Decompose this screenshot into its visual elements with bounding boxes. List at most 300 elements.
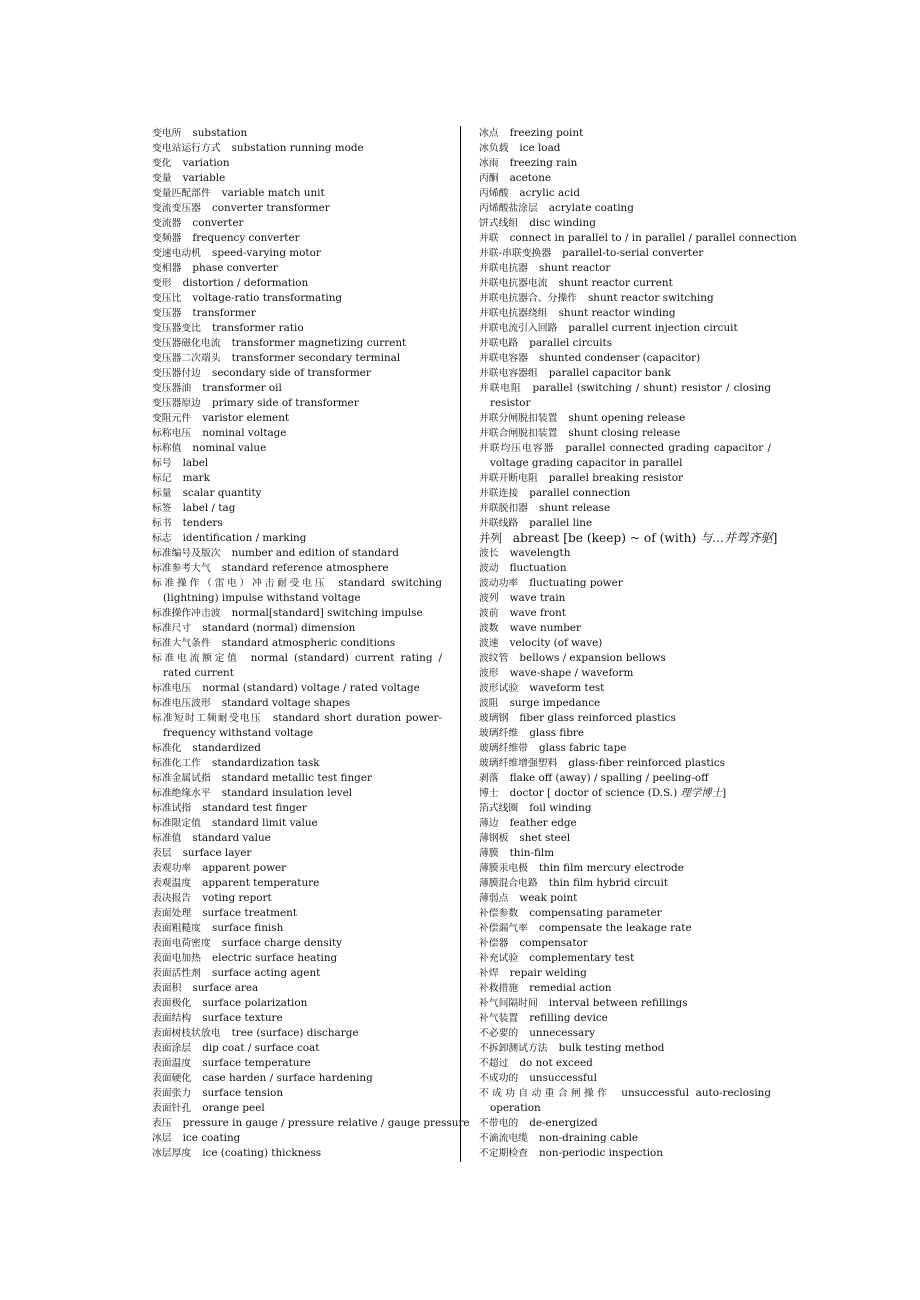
- term-english: abreast [be (keep) ~ of (with): [512, 531, 697, 545]
- term-english: standard (normal) dimension: [202, 622, 356, 634]
- term-english: fluctuation: [509, 562, 567, 574]
- glossary-entry: [152, 261, 442, 276]
- term-english: parallel-to-serial converter: [562, 247, 704, 259]
- glossary-entry: [152, 681, 442, 696]
- term-chinese: 并联均压电容器: [479, 443, 555, 454]
- term-chinese: 并联电流引入回路: [479, 323, 558, 334]
- glossary-entry: [152, 1146, 442, 1161]
- term-chinese: 标准化工作: [152, 758, 201, 769]
- term-chinese: 玻璃纤维: [479, 728, 519, 739]
- glossary-entry: [152, 576, 442, 606]
- term-chinese: 表面极化: [152, 998, 192, 1009]
- term-english: substation: [192, 127, 248, 139]
- glossary-entry: [152, 501, 442, 516]
- glossary-entry: [479, 1071, 771, 1086]
- term-english: transformer: [192, 307, 256, 319]
- term-english: repair welding: [509, 967, 587, 979]
- glossary-entry: [479, 786, 771, 801]
- term-english: complementary test: [529, 952, 635, 964]
- term-english: wavelength: [509, 547, 571, 559]
- term-chinese: 标签: [152, 503, 172, 514]
- term-chinese: 冰层厚度: [152, 1148, 192, 1159]
- term-chinese: 补偿漏气率: [479, 923, 528, 934]
- term-chinese: 变压比: [152, 293, 182, 304]
- glossary-left-column: [152, 126, 470, 1161]
- term-chinese: 并联电容器: [479, 353, 528, 364]
- glossary-entry: [152, 381, 442, 396]
- term-english: acrylic acid: [519, 187, 580, 199]
- term-english: shunt release: [538, 502, 611, 514]
- glossary-entry: [479, 906, 771, 921]
- glossary-entry: [152, 846, 442, 861]
- term-chinese: 并联电路: [479, 338, 519, 349]
- term-english: normal (standard) voltage / rated voltage: [202, 682, 420, 694]
- term-chinese: 标号: [152, 458, 172, 469]
- term-english: parallel connected grading capacitor / voltage grading capacitor in parallel: [490, 442, 772, 469]
- term-chinese: 并联电抗器合、分操作: [479, 293, 577, 304]
- term-chinese: 表面温度: [152, 1058, 192, 1069]
- glossary-entry: [152, 906, 442, 921]
- term-chinese: 表观温度: [152, 878, 192, 889]
- term-note: 理学博士: [680, 787, 723, 799]
- term-english: scalar quantity: [182, 487, 262, 499]
- term-chinese: 表观功率: [152, 863, 192, 874]
- glossary-entry: [479, 1041, 771, 1056]
- term-english: label: [182, 457, 209, 469]
- glossary-entry: [152, 966, 442, 981]
- term-english: transformer secondary terminal: [231, 352, 401, 364]
- term-english: surface layer: [182, 847, 252, 859]
- term-english: shunt closing release: [568, 427, 681, 439]
- glossary-entry: [152, 1116, 470, 1131]
- glossary-entry: [479, 171, 771, 186]
- glossary-entry: [152, 891, 442, 906]
- term-english: unsuccessful auto-reclosing operation: [490, 1087, 771, 1114]
- term-chinese: 变频器: [152, 233, 182, 244]
- term-chinese: 波动: [479, 563, 499, 574]
- term-chinese: 表面张力: [152, 1088, 192, 1099]
- term-english: glass-fiber reinforced plastics: [568, 757, 725, 769]
- term-chinese: 不成功的: [479, 1073, 519, 1084]
- glossary-entry: [479, 936, 771, 951]
- glossary-entry: [152, 996, 442, 1011]
- term-english: bellows / expansion bellows: [519, 652, 666, 664]
- term-english: parallel circuits: [529, 337, 613, 349]
- term-chinese: 标准短时工频耐受电压: [152, 713, 262, 724]
- term-chinese: 博士: [479, 788, 499, 799]
- glossary-entry: [152, 456, 442, 471]
- term-chinese: 并列: [479, 531, 502, 545]
- column-divider: [460, 126, 461, 1162]
- term-chinese: 标准尺寸: [152, 623, 192, 634]
- term-chinese: 冰雨: [479, 158, 499, 169]
- glossary-entry: [479, 861, 771, 876]
- term-english: standard limit value: [211, 817, 318, 829]
- glossary-entry: [479, 771, 771, 786]
- term-note: 与...并驾齐驱: [700, 531, 773, 545]
- term-english: parallel line: [529, 517, 593, 529]
- term-english: parallel capacitor bank: [548, 367, 671, 379]
- term-english: parallel connection: [529, 487, 631, 499]
- term-english: distortion / deformation: [182, 277, 309, 289]
- glossary-entry: [152, 816, 442, 831]
- glossary-entry: [152, 486, 442, 501]
- glossary-entry: [152, 1131, 442, 1146]
- term-english: standard voltage shapes: [221, 697, 351, 709]
- glossary-entry: [479, 426, 771, 441]
- glossary-entry: [479, 141, 771, 156]
- term-english: parallel (switching / shunt) resistor / closing resistor: [490, 382, 771, 409]
- term-chinese: 标准电流额定值: [152, 653, 240, 664]
- term-chinese: 标准金属试指: [152, 773, 211, 784]
- term-chinese: 并联脱扣器: [479, 503, 528, 514]
- term-english: dip coat / surface coat: [202, 1042, 320, 1054]
- glossary-entry: [479, 1026, 771, 1041]
- term-chinese: 标准大气条件: [152, 638, 211, 649]
- term-chinese: 丙烯酸: [479, 188, 509, 199]
- term-english: speed-varying motor: [211, 247, 321, 259]
- term-chinese: 不成功自动重合闸操作: [479, 1088, 611, 1099]
- glossary-entry: [479, 681, 771, 696]
- glossary-entry: [479, 846, 771, 861]
- term-english: tree (surface) discharge: [231, 1027, 359, 1039]
- term-english: nominal value: [192, 442, 267, 454]
- term-chinese: 变压器变比: [152, 323, 201, 334]
- term-chinese: 薄膜汞电极: [479, 863, 528, 874]
- glossary-entry: [152, 291, 442, 306]
- term-chinese: 表面积: [152, 983, 182, 994]
- glossary-entry: [152, 441, 442, 456]
- glossary-entry: [152, 321, 442, 336]
- term-chinese: 标称电压: [152, 428, 192, 439]
- term-english: number and edition of standard: [231, 547, 399, 559]
- glossary-entry: [152, 1041, 442, 1056]
- term-chinese: 表面活性剂: [152, 968, 201, 979]
- glossary-entry: [152, 606, 442, 621]
- glossary-entry: [479, 1056, 771, 1071]
- glossary-entry: [152, 1086, 442, 1101]
- term-english: acetone: [509, 172, 552, 184]
- term-chinese: 标准绝缘水平: [152, 788, 211, 799]
- term-chinese: 玻璃纤维增强塑料: [479, 758, 558, 769]
- term-chinese: 表面结构: [152, 1013, 192, 1024]
- term-english: standardized: [192, 742, 261, 754]
- glossary-entry: [479, 576, 771, 591]
- term-chinese: 不滴流电缆: [479, 1133, 528, 1144]
- term-english: surface finish: [211, 922, 284, 934]
- term-chinese: 标准操作（雷电）冲击耐受电压: [152, 578, 328, 589]
- term-chinese: 波列: [479, 593, 499, 604]
- term-english: variable: [182, 172, 226, 184]
- glossary-entry: [479, 711, 771, 726]
- term-chinese: 表层: [152, 848, 172, 859]
- term-english: unnecessary: [529, 1027, 596, 1039]
- glossary-entry: [479, 306, 771, 321]
- term-english: remedial action: [529, 982, 612, 994]
- term-chinese: 并联电阻: [479, 383, 522, 394]
- term-chinese: 标量: [152, 488, 172, 499]
- term-english: secondary side of transformer: [211, 367, 371, 379]
- term-english: standard atmospheric conditions: [221, 637, 396, 649]
- term-chinese: 标准编号及版次: [152, 548, 221, 559]
- term-english: identification / marking: [182, 532, 307, 544]
- term-english: surface temperature: [202, 1057, 311, 1069]
- term-chinese: 标准限定值: [152, 818, 201, 829]
- glossary-entry: [152, 396, 442, 411]
- glossary-entry: [479, 546, 771, 561]
- term-english: wave front: [509, 607, 566, 619]
- glossary-entry: [152, 306, 442, 321]
- term-english: transformer ratio: [211, 322, 304, 334]
- glossary-entry: [479, 876, 771, 891]
- term-english: varistor element: [202, 412, 290, 424]
- term-english: thin-film: [509, 847, 555, 859]
- term-english: primary side of transformer: [211, 397, 359, 409]
- term-chinese: 变量匹配部件: [152, 188, 211, 199]
- term-english: thin film hybrid circuit: [548, 877, 668, 889]
- term-chinese: 补偿器: [479, 938, 509, 949]
- glossary-entry: [152, 876, 442, 891]
- term-english: nominal voltage: [202, 427, 287, 439]
- term-english: foil winding: [529, 802, 592, 814]
- term-chinese: 标书: [152, 518, 172, 529]
- glossary-entry: [479, 201, 771, 216]
- glossary-entry: [152, 696, 442, 711]
- glossary-entry: [152, 141, 442, 156]
- glossary-entry: [152, 336, 442, 351]
- term-english: unsuccessful: [529, 1072, 597, 1084]
- glossary-entry: [152, 831, 442, 846]
- term-english: fiber glass reinforced plastics: [519, 712, 676, 724]
- glossary-entry: [152, 171, 442, 186]
- glossary-entry: [152, 711, 442, 741]
- term-english: wave train: [509, 592, 566, 604]
- term-chinese: 标准电压: [152, 683, 192, 694]
- term-english: interval between refillings: [548, 997, 688, 1009]
- term-english: apparent power: [202, 862, 287, 874]
- glossary-entry: [152, 936, 442, 951]
- term-chinese: 冰负载: [479, 143, 509, 154]
- glossary-entry: [152, 861, 442, 876]
- glossary-entry: [152, 351, 442, 366]
- term-chinese: 标准化: [152, 743, 182, 754]
- term-chinese: 波数: [479, 623, 499, 634]
- glossary-entry: [152, 621, 442, 636]
- term-english: surface polarization: [202, 997, 308, 1009]
- glossary-entry: [152, 1056, 442, 1071]
- glossary-entry: [152, 561, 442, 576]
- term-chinese: 表压: [152, 1118, 172, 1129]
- term-chinese: 变相器: [152, 263, 182, 274]
- term-chinese: 标记: [152, 473, 172, 484]
- term-english: standard value: [192, 832, 271, 844]
- term-english: substation running mode: [231, 142, 364, 154]
- glossary-entry: [479, 381, 771, 411]
- term-chinese: 变压器油: [152, 383, 192, 394]
- term-chinese: 薄边: [479, 818, 499, 829]
- term-chinese: 并联电抗器: [479, 263, 528, 274]
- term-english: de-energized: [529, 1117, 598, 1129]
- glossary-entry: [152, 186, 442, 201]
- term-english: doctor [ doctor of science (D.S.): [509, 787, 678, 799]
- term-english: label / tag: [182, 502, 236, 514]
- glossary-entry: [152, 801, 442, 816]
- term-english: tenders: [182, 517, 223, 529]
- term-english: thin film mercury electrode: [538, 862, 684, 874]
- term-chinese: 并联-串联变换器: [479, 248, 552, 259]
- term-english: apparent temperature: [202, 877, 320, 889]
- term-english: transformer magnetizing current: [231, 337, 407, 349]
- term-chinese: 饼式线组: [479, 218, 519, 229]
- glossary-entry: [152, 531, 442, 546]
- term-chinese: 表面涂层: [152, 1043, 192, 1054]
- glossary-entry: [152, 771, 442, 786]
- glossary-entry: [152, 156, 442, 171]
- term-chinese: 补救措施: [479, 983, 519, 994]
- term-chinese: 变电所: [152, 128, 182, 139]
- term-english: refilling device: [529, 1012, 608, 1024]
- term-chinese: 变压器原边: [152, 398, 201, 409]
- term-chinese: 波长: [479, 548, 499, 559]
- glossary-entry: [479, 801, 771, 816]
- term-chinese: 不拆卸测试方法: [479, 1043, 548, 1054]
- term-english: standard switching (lightning) impulse withstand voltage: [163, 577, 443, 604]
- term-chinese: 补气装置: [479, 1013, 519, 1024]
- glossary-entry: [152, 636, 442, 651]
- glossary-entry: [152, 1101, 442, 1116]
- term-english: ice (coating) thickness: [202, 1147, 322, 1159]
- term-chinese: 不超过: [479, 1058, 509, 1069]
- term-chinese: 补偿参数: [479, 908, 519, 919]
- glossary-entry: [479, 216, 771, 231]
- term-chinese: 箔式线圈: [479, 803, 519, 814]
- term-english: parallel current injection circuit: [568, 322, 738, 334]
- term-english: electric surface heating: [211, 952, 338, 964]
- term-chinese: 波速: [479, 638, 499, 649]
- term-chinese: 并联合闸脱扣装置: [479, 428, 558, 439]
- term-chinese: 变电站运行方式: [152, 143, 221, 154]
- term-english: shunt reactor switching: [587, 292, 714, 304]
- term-english: variation: [182, 157, 230, 169]
- glossary-entry: [479, 831, 771, 846]
- glossary-entry: [479, 951, 771, 966]
- term-chinese: 波形: [479, 668, 499, 679]
- term-english: phase converter: [192, 262, 278, 274]
- glossary-entry: [152, 366, 442, 381]
- term-english: weak point: [519, 892, 578, 904]
- term-chinese: 不定期检查: [479, 1148, 528, 1159]
- term-chinese: 不带电的: [479, 1118, 519, 1129]
- glossary-entry: [479, 321, 771, 336]
- term-chinese: 并联: [479, 233, 499, 244]
- glossary-entry: [479, 606, 771, 621]
- glossary-entry: [152, 981, 442, 996]
- term-english: standard insulation level: [221, 787, 353, 799]
- term-chinese: 变压器: [152, 308, 182, 319]
- term-english: disc winding: [529, 217, 596, 229]
- glossary-entry: [479, 231, 797, 246]
- term-chinese: 表面针孔: [152, 1103, 192, 1114]
- glossary-entry: [479, 516, 771, 531]
- term-english: velocity (of wave): [509, 637, 603, 649]
- glossary-entry: [479, 246, 771, 261]
- term-chinese: 并联连接: [479, 488, 519, 499]
- glossary-entry: [152, 1011, 442, 1026]
- term-english: glass fabric tape: [538, 742, 627, 754]
- term-english: variable match unit: [221, 187, 325, 199]
- term-english: freezing rain: [509, 157, 578, 169]
- glossary-entry: [152, 201, 442, 216]
- term-english: standard reference atmosphere: [221, 562, 389, 574]
- term-english: compensating parameter: [529, 907, 662, 919]
- glossary-entry: [479, 471, 771, 486]
- term-english: case harden / surface hardening: [202, 1072, 373, 1084]
- glossary-entry: [479, 891, 771, 906]
- glossary-entry: [479, 966, 771, 981]
- glossary-entry: [152, 651, 442, 681]
- glossary-entry: [479, 1146, 771, 1161]
- term-english: converter transformer: [211, 202, 330, 214]
- term-chinese: 标准操作冲击波: [152, 608, 221, 619]
- term-chinese: 并联电容器组: [479, 368, 538, 379]
- term-english: bulk testing method: [558, 1042, 665, 1054]
- term-english: parallel breaking resistor: [548, 472, 683, 484]
- term-english: orange peel: [202, 1102, 265, 1114]
- glossary-entry: [479, 411, 771, 426]
- term-english: acrylate coating: [548, 202, 634, 214]
- glossary-entry: [479, 1086, 771, 1116]
- term-chinese: 薄膜混合电路: [479, 878, 538, 889]
- term-english: frequency converter: [192, 232, 300, 244]
- glossary-entry: [479, 1011, 771, 1026]
- term-chinese: 补气间隔时间: [479, 998, 538, 1009]
- term-chinese: 变流器: [152, 218, 182, 229]
- glossary-entry: [479, 366, 771, 381]
- glossary-entry: [479, 486, 771, 501]
- glossary-entry: [479, 351, 771, 366]
- term-chinese: 波形试验: [479, 683, 519, 694]
- term-english: transformer oil: [202, 382, 282, 394]
- glossary-entry: [152, 426, 442, 441]
- term-english: compensator: [519, 937, 588, 949]
- glossary-entry: [152, 411, 442, 426]
- term-chinese: 变阻元件: [152, 413, 192, 424]
- term-chinese: 并联线路: [479, 518, 519, 529]
- term-chinese: 玻璃钢: [479, 713, 509, 724]
- term-english: shunt reactor winding: [558, 307, 676, 319]
- term-english: surface charge density: [221, 937, 343, 949]
- glossary-entry: [479, 981, 771, 996]
- term-english: normal[standard] switching impulse: [231, 607, 423, 619]
- term-english: non-periodic inspection: [538, 1147, 663, 1159]
- term-chinese: 变压器付边: [152, 368, 201, 379]
- term-english: shunt reactor: [538, 262, 611, 274]
- glossary-entry: [479, 186, 771, 201]
- term-chinese: 标准试指: [152, 803, 192, 814]
- glossary-entry: [152, 1026, 442, 1041]
- term-chinese: 变速电动机: [152, 248, 201, 259]
- term-english: normal (standard) current rating / rated current: [163, 652, 443, 679]
- term-chinese: 变形: [152, 278, 172, 289]
- term-closing-bracket: ]: [772, 531, 778, 545]
- term-chinese: 标称值: [152, 443, 182, 454]
- term-english: do not exceed: [519, 1057, 593, 1069]
- term-english: surface tension: [202, 1087, 284, 1099]
- term-chinese: 补焊: [479, 968, 499, 979]
- term-chinese: 冰层: [152, 1133, 172, 1144]
- glossary-entry: [479, 261, 771, 276]
- term-english: shet steel: [519, 832, 571, 844]
